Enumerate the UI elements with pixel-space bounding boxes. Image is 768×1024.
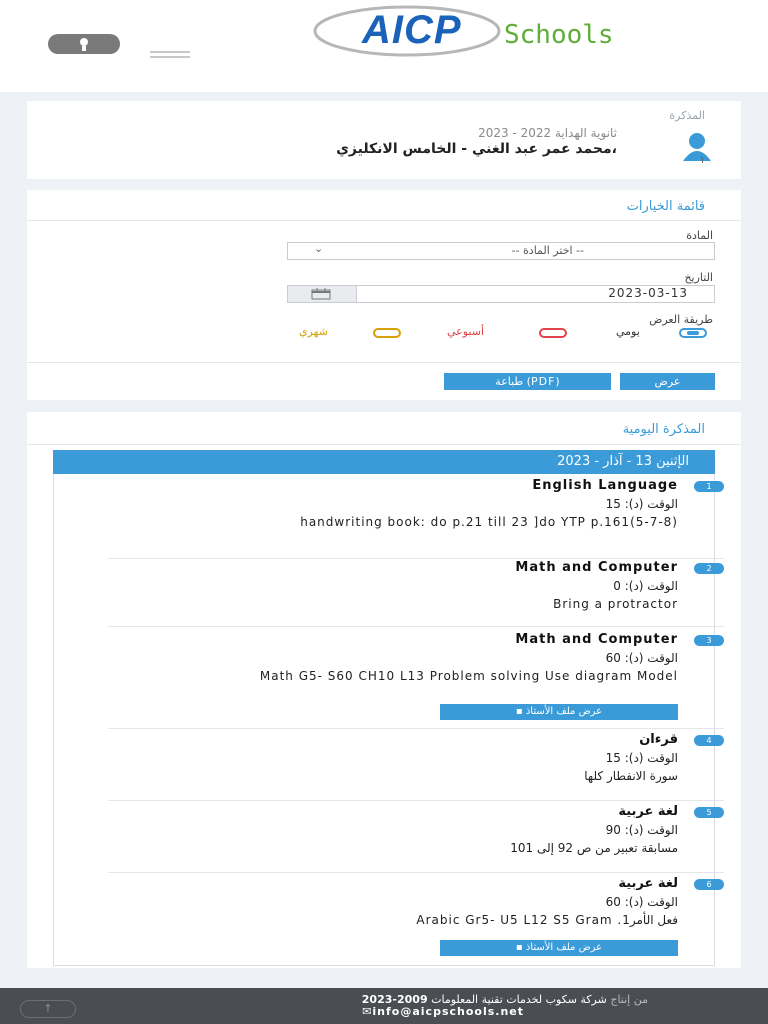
radio-daily[interactable] (679, 328, 707, 338)
item-note: handwriting book: do p.21 till 23 ]do YTP p.161(5-7-8) (300, 515, 678, 529)
file-icon: ▪ (515, 706, 526, 717)
list-item (104, 876, 724, 962)
list-item (104, 478, 724, 556)
day-header (53, 450, 715, 474)
item-note: مسابقة تعبير من ص 92 إلى 101 (510, 841, 678, 855)
item-number-badge: 1 (694, 481, 724, 492)
item-number-badge: 2 (694, 563, 724, 574)
item-time: الوقت (د): 15 (605, 497, 678, 511)
radio-daily-label: يومي (616, 325, 640, 338)
radio-monthly-label: شهري (299, 325, 328, 338)
hamburger-menu-icon[interactable] (150, 51, 190, 61)
subject-label: المادة (686, 229, 713, 242)
day-header-text: الإثنين 13 - آذار - 2023 (557, 454, 689, 469)
list-item (104, 732, 724, 792)
daily-title: المذكرة اليومية (622, 422, 705, 437)
email-icon: ✉ (362, 1005, 373, 1018)
options-title: قائمة الخيارات (626, 199, 705, 214)
radio-monthly[interactable] (373, 328, 401, 338)
item-divider (108, 626, 724, 627)
footer-prefix: من إنتاج (610, 993, 648, 1006)
daily-panel (27, 412, 741, 968)
item-subject: قرءان (639, 732, 678, 747)
item-time: الوقت (د): 60 (605, 651, 678, 665)
item-note: Bring a protractor (553, 597, 678, 611)
options-panel (27, 190, 741, 400)
item-note: سورة الانفطار كلها (584, 769, 678, 783)
user-icon (76, 36, 92, 52)
divider (27, 444, 741, 445)
divider (27, 362, 741, 363)
item-note: Math G5- S60 CH10 L13 Problem solving Use diagram Model (259, 669, 678, 683)
footer-company[interactable]: شركة سكوب لخدمات تقنية المعلومات (431, 993, 607, 1006)
footer-email[interactable]: info@aicpschools.net (372, 1005, 524, 1018)
item-divider (108, 872, 724, 873)
item-number-badge: 3 (694, 635, 724, 646)
calendar-button[interactable] (288, 286, 357, 302)
date-input[interactable] (287, 285, 715, 303)
scroll-to-top-button[interactable] (20, 1000, 76, 1018)
day-entries (53, 474, 715, 966)
item-divider (108, 728, 724, 729)
teacher-file-label: عرض ملف الأستاذ (525, 942, 603, 953)
footer-email-row (362, 1005, 524, 1018)
radio-weekly-label: أسبوعي (447, 325, 485, 338)
logo-aicp-text: AICP (362, 8, 462, 52)
view-mode-label: طريقة العرض (649, 313, 713, 326)
profile-panel (27, 101, 741, 179)
calendar-icon (311, 288, 331, 300)
item-number-badge: 6 (694, 879, 724, 890)
item-note: Arabic Gr5- U5 L12 S5 Gram .فعل الأمر1 (416, 913, 678, 927)
date-value: 2023-03-13 (608, 286, 688, 300)
school-year: ثانوية الهداية 2022 - 2023 (478, 126, 617, 140)
item-subject: Math and Computer (515, 560, 678, 575)
student-name: محمد عمر عبد الغني - الخامس الانكليزي، (336, 141, 617, 157)
item-divider (108, 800, 724, 801)
arrow-up-icon: ↑ (43, 1002, 53, 1015)
item-time: الوقت (د): 0 (613, 579, 678, 593)
item-time: الوقت (د): 15 (605, 751, 678, 765)
item-time: الوقت (د): 90 (605, 823, 678, 837)
subject-select-value: -- اختر المادة -- (511, 244, 584, 257)
item-subject: لغة عربية (618, 804, 678, 819)
user-menu-button[interactable] (48, 34, 120, 54)
footer (0, 988, 768, 1024)
item-subject: لغة عربية (618, 876, 678, 891)
teacher-file-button[interactable] (440, 704, 678, 720)
divider (27, 220, 741, 221)
date-label: التاريخ (684, 271, 713, 284)
aicp-schools-logo (312, 2, 732, 60)
item-subject: Math and Computer (515, 632, 678, 647)
item-number-badge: 4 (694, 735, 724, 746)
student-index: ١ (699, 155, 705, 166)
list-item (104, 804, 724, 864)
top-bar (0, 0, 768, 92)
footer-years: 2009-2023 (361, 993, 428, 1006)
logo-schools-text: Schools (504, 20, 614, 50)
subject-select[interactable] (287, 242, 715, 260)
item-subject: English Language (532, 478, 678, 493)
teacher-file-label: عرض ملف الأستاذ (525, 706, 603, 717)
list-item (104, 632, 724, 728)
item-time: الوقت (د): 60 (605, 895, 678, 909)
chevron-down-icon: ⌄ (314, 242, 324, 255)
radio-weekly[interactable] (539, 328, 567, 338)
teacher-file-button[interactable] (440, 940, 678, 956)
item-divider (108, 558, 724, 559)
list-item (104, 560, 724, 620)
section-label: المذكرة (669, 109, 705, 122)
student-avatar-icon (681, 131, 713, 161)
show-button[interactable]: عرض (620, 373, 715, 390)
item-number-badge: 5 (694, 807, 724, 818)
file-icon: ▪ (515, 942, 526, 953)
print-pdf-button[interactable]: طباعة (PDF) (444, 373, 611, 390)
